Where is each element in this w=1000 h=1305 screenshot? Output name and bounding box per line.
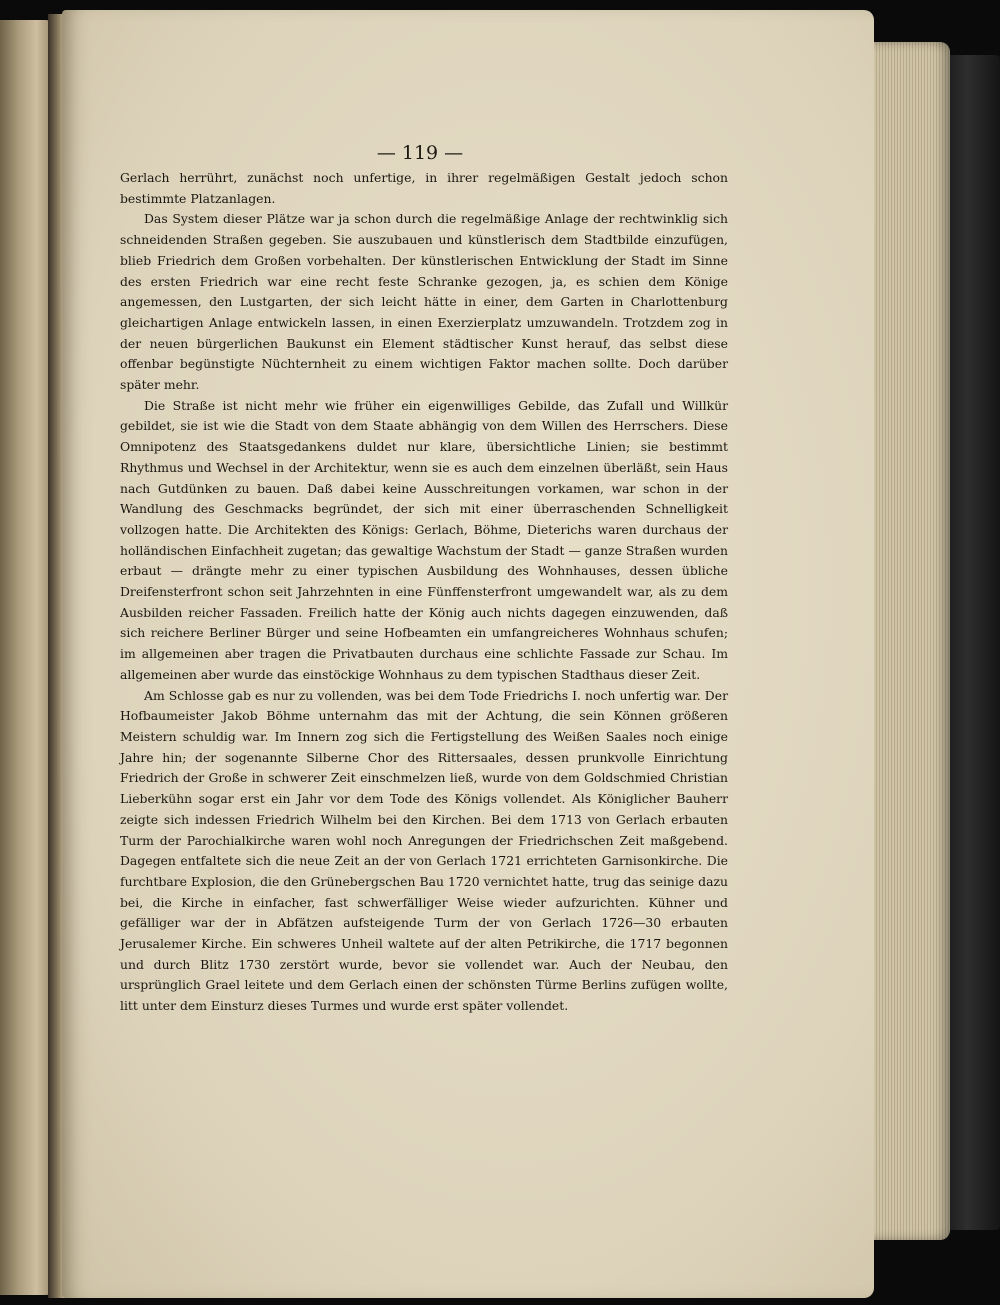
- paragraph: Am Schlosse gab es nur zu vollenden, was bei dem Tode Friedrichs I. noch unfertig war. Der Hofbaumeister Jakob Böhme unternahm das mit der Achtung, die sein Können größeren Meistern schuldig war. Im Innern zog sich die Fertigstellung des Weißen Saales noch einige Jahre hin; der sogenannte Silberne Chor des Rittersaales, dessen prunkvolle Einrichtung Friedrich der Große in schwerer Zeit einschmelzen ließ, wurde von dem Goldschmied Christian Lieberkühn sogar erst ein Jahr vor dem Tode des Königs vollendet. Als Königlicher Bauherr zeigte sich indessen Friedrich Wilhelm bei den Kirchen. Bei dem 1713 von Gerlach erbauten Turm der Parochialkirche waren wohl noch Anregungen der Friedrichschen Zeit maßgebend. Dagegen entfaltete sich die neue Zeit an der von Gerlach 1721 errichteten Garnisonkirche. Die furchtbare Explosion, die den Grünebergschen Bau 1720 vernichtet hatte, trug das seinige dazu bei, die Kirche in einfacher, fast schwerfälliger Weise wieder aufzurichten. Kühner und gefälliger war der in Abfätzen aufsteigende Turm der von Gerlach 1726—30 erbauten Jerusalemer Kirche. Ein schweres Unheil waltete auf der alten Petrikirche, die 1717 begonnen und durch Blitz 1730 zerstört wurde, bevor sie vollendet war. Auch der Neubau, den ursprünglich Grael leitete und dem Gerlach einen der schönsten Türme Berlins zufügen wollte, litt unter dem Einsturz dieses Turmes und wurde erst später vollendet.: [120, 687, 728, 1014]
- page-stack-edges: [868, 42, 950, 1240]
- left-page-edge: [0, 20, 52, 1295]
- page-number: — 119 —: [376, 142, 464, 164]
- book-cover-edge: [945, 55, 1000, 1230]
- body-text: [120, 168, 728, 1017]
- paragraph: Gerlach herrührt, zunächst noch unfertige, in ihrer regelmäßigen Gestalt jedoch schon bestimmte Platzanlagen.: [120, 170, 728, 206]
- paragraph: Die Straße ist nicht mehr wie früher ein eigenwilliges Gebilde, das Zufall und Willkür gebildet, sie ist wie die Stadt von dem Staate abhängig von dem Willen des Herrschers. Diese Omnipotenz des Staatsgedankens duldet nur klare, übersichtliche Linien; sie bestimmt Rhythmus und Wechsel in der Architektur, wenn sie es auch dem einzelnen überläßt, sein Haus nach Gutdünken zu bauen. Daß dabei keine Ausschreitungen vorkamen, war schon in der Wandlung des Geschmacks begründet, der sich mit einer überraschenden Schnelligkeit vollzogen hatte. Die Architekten des Königs: Gerlach, Böhme, Dieterichs waren durchaus der holländischen Einfachheit zugetan; das gewaltige Wachstum der Stadt — ganze Straßen wurden erbaut — drängte mehr zu einer typischen Ausbildung des Wohnhauses, dessen übliche Dreifensterfront schon seit Jahrzehnten in eine Fünffensterfront umgewandelt war, als zu dem Ausbilden reicher Fassaden. Freilich hatte der König auch nichts dagegen einzuwenden, daß sich reichere Berliner Bürger und seine Hofbeamten ein umfangreicheres Wohnhaus schufen; im allgemeinen aber tragen die Privatbauten durchaus eine schlichte Fassade zur Schau. Im allgemeinen aber wurde das einstöckige Wohnhaus zu dem typischen Stadthaus dieser Zeit.: [120, 397, 728, 682]
- paragraph: Das System dieser Plätze war ja schon durch die regelmäßige Anlage der rechtwinklig sich schneidenden Straßen gegeben. Sie auszubauen und künstlerisch dem Stadtbilde einzufügen, blieb Friedrich dem Großen vorbehalten. Der künstlerischen Entwicklung der Stadt im Sinne des ersten Friedrich war eine recht feste Schranke gezogen, ja, es schien dem Könige angemessen, den Lustgarten, der sich leicht hätte in einer, dem Garten in Charlottenburg gleichartigen Anlage entwickeln lassen, in einen Exerzierplatz umzuwandeln. Trotzdem zog in der neuen bürgerlichen Baukunst ein Element städtischer Kunst herauf, das selbst diese offenbar begünstigte Nüchternheit zu einem wichtigen Faktor machen sollte. Doch darüber später mehr.: [120, 211, 728, 393]
